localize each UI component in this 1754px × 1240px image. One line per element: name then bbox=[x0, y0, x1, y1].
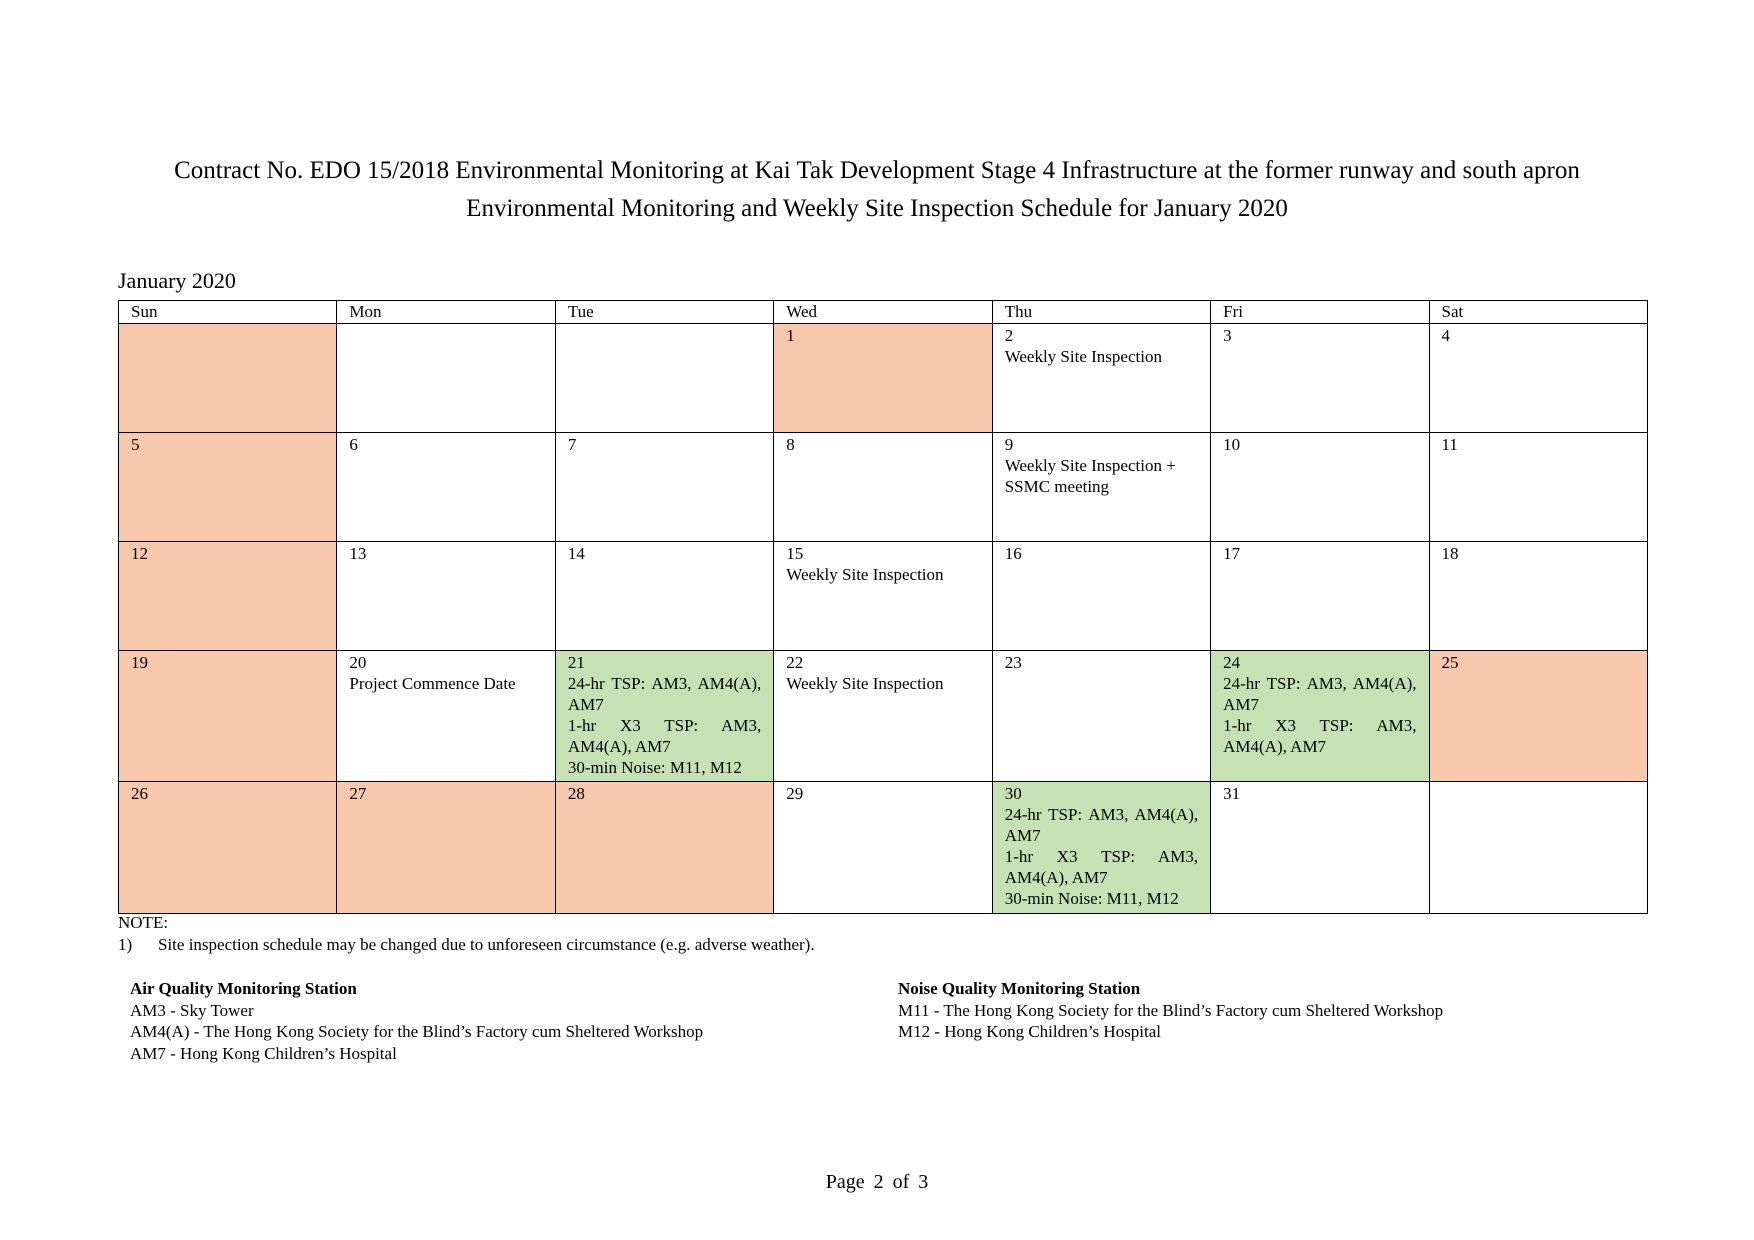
page-current: 2 bbox=[873, 1171, 884, 1193]
calendar-week-row bbox=[119, 651, 1648, 782]
day-number: 23 bbox=[1004, 653, 1022, 672]
calendar-day-cell bbox=[1211, 324, 1429, 433]
air-station-item: AM4(A) - The Hong Kong Society for the Blind’s Factory cum Sheltered Workshop bbox=[130, 1022, 704, 1041]
calendar-day-cell bbox=[555, 782, 773, 914]
calendar-event: Project Commence Date bbox=[349, 674, 516, 693]
weekday-header: Mon bbox=[337, 301, 555, 324]
day-number: 8 bbox=[786, 435, 795, 454]
page-total: 3 bbox=[918, 1171, 929, 1193]
calendar-day-cell bbox=[1429, 651, 1647, 782]
noise-station-item: M11 - The Hong Kong Society for the Blind’s Factory cum Sheltered Workshop bbox=[898, 1000, 1444, 1020]
day-number: 7 bbox=[567, 435, 577, 454]
day-number: 24 bbox=[1223, 653, 1241, 672]
note-text: Site inspection schedule may be changed due to unforeseen circumstance (e.g. adverse weather). bbox=[158, 935, 815, 954]
calendar-event: Weekly Site Inspection bbox=[1004, 347, 1162, 366]
page-of-label: of bbox=[892, 1171, 910, 1193]
day-number: 12 bbox=[131, 544, 148, 563]
day-number: 14 bbox=[567, 544, 585, 563]
calendar-week-row bbox=[119, 542, 1648, 651]
calendar-event: 1-hr X3 TSP: AM3, AM4(A), AM7 bbox=[1004, 847, 1199, 887]
calendar-event: 24-hr TSP: AM3, AM4(A), AM7 bbox=[1004, 805, 1199, 845]
calendar-event: 1-hr X3 TSP: AM3, AM4(A), AM7 bbox=[1223, 716, 1417, 756]
calendar-day-cell bbox=[119, 782, 337, 914]
document-title bbox=[0, 152, 1754, 228]
day-number: 30 bbox=[1004, 784, 1022, 803]
calendar-event: 24-hr TSP: AM3, AM4(A), AM7 bbox=[1223, 674, 1417, 714]
day-number: 6 bbox=[349, 435, 358, 454]
calendar-day-cell bbox=[337, 782, 555, 914]
day-number: 19 bbox=[131, 653, 148, 672]
calendar-day-cell bbox=[1429, 782, 1647, 914]
day-number: 27 bbox=[349, 784, 367, 803]
calendar-day-cell bbox=[774, 651, 992, 782]
calendar-day-cell bbox=[119, 324, 337, 433]
air-station-item: AM7 - Hong Kong Children’s Hospital bbox=[130, 1043, 397, 1063]
calendar-day-cell bbox=[337, 433, 555, 542]
calendar-event: Weekly Site Inspection bbox=[786, 674, 944, 693]
day-number: 10 bbox=[1223, 435, 1241, 454]
calendar-day-cell bbox=[337, 542, 555, 651]
calendar-day-cell bbox=[555, 542, 773, 651]
page-number bbox=[0, 1170, 1754, 1194]
note-item bbox=[118, 934, 815, 955]
weekday-header: Sat bbox=[1429, 301, 1647, 324]
note-number: 1) bbox=[118, 935, 133, 954]
day-number: 9 bbox=[1004, 435, 1014, 454]
day-number: 25 bbox=[1441, 653, 1459, 672]
day-number: 26 bbox=[131, 784, 148, 803]
calendar-week-row bbox=[119, 433, 1648, 542]
weekday-header: Wed bbox=[774, 301, 992, 324]
weekday-header-row bbox=[119, 301, 1648, 324]
calendar-event: 30-min Noise: M11, M12 bbox=[567, 758, 742, 777]
day-number: 16 bbox=[1004, 544, 1022, 563]
calendar-week-row bbox=[119, 782, 1648, 914]
day-number: 29 bbox=[786, 784, 804, 803]
day-number: 4 bbox=[1441, 326, 1451, 345]
calendar-day-cell bbox=[337, 651, 555, 782]
weekday-header: Tue bbox=[555, 301, 773, 324]
weekday-header: Fri bbox=[1211, 301, 1429, 324]
calendar-table bbox=[118, 300, 1648, 914]
calendar-event: Weekly Site Inspection + bbox=[1004, 456, 1176, 475]
day-number: 15 bbox=[786, 544, 804, 563]
air-station-item: AM3 - Sky Tower bbox=[130, 1000, 254, 1020]
calendar-day-cell bbox=[774, 542, 992, 651]
day-number: 22 bbox=[786, 653, 804, 672]
day-number: 18 bbox=[1441, 544, 1459, 563]
calendar-day-cell bbox=[1211, 542, 1429, 651]
calendar-day-cell bbox=[992, 324, 1210, 433]
calendar-day-cell bbox=[1211, 782, 1429, 914]
weekday-header: Sun bbox=[119, 301, 337, 324]
day-number: 2 bbox=[1004, 326, 1014, 345]
calendar-day-cell bbox=[992, 542, 1210, 651]
calendar-day-cell bbox=[774, 433, 992, 542]
day-number: 28 bbox=[567, 784, 585, 803]
calendar-day-cell bbox=[774, 782, 992, 914]
day-number: 13 bbox=[349, 544, 367, 563]
day-number: 31 bbox=[1223, 784, 1241, 803]
calendar-day-cell bbox=[337, 324, 555, 433]
calendar-day-cell bbox=[555, 324, 773, 433]
calendar-day-cell bbox=[1211, 651, 1429, 782]
title-line-2: Environmental Monitoring and Weekly Site Inspection Schedule for January 2020 bbox=[466, 195, 1288, 222]
calendar-day-cell bbox=[1429, 542, 1647, 651]
calendar-day-cell bbox=[119, 651, 337, 782]
day-number: 21 bbox=[567, 653, 585, 672]
page-label: Page bbox=[825, 1171, 865, 1193]
calendar-day-cell bbox=[992, 651, 1210, 782]
calendar-day-cell bbox=[555, 433, 773, 542]
calendar-caption: January 2020 bbox=[118, 268, 236, 293]
calendar-day-cell bbox=[119, 542, 337, 651]
calendar-day-cell bbox=[992, 433, 1210, 542]
noise-station-heading: Noise Quality Monitoring Station bbox=[898, 979, 1141, 998]
calendar-event: 24-hr TSP: AM3, AM4(A), AM7 bbox=[567, 674, 762, 714]
day-number: 1 bbox=[786, 326, 795, 345]
calendar-event: 1-hr X3 TSP: AM3, AM4(A), AM7 bbox=[567, 716, 762, 756]
day-number: 3 bbox=[1223, 326, 1232, 345]
calendar-event: SSMC meeting bbox=[1004, 477, 1110, 496]
day-number: 5 bbox=[131, 435, 140, 454]
note-heading: NOTE: bbox=[118, 913, 169, 932]
calendar-day-cell bbox=[555, 651, 773, 782]
day-number: 11 bbox=[1441, 435, 1458, 454]
weekday-header: Thu bbox=[992, 301, 1210, 324]
calendar-event: 30-min Noise: M11, M12 bbox=[1004, 889, 1179, 908]
calendar-day-cell bbox=[1429, 324, 1647, 433]
air-station-legend bbox=[130, 978, 703, 1064]
title-line-1: Contract No. EDO 15/2018 Environmental Monitoring at Kai Tak Development Stage 4 Infrastructure at the former runway and south apron bbox=[174, 157, 1580, 184]
noise-station-legend bbox=[898, 978, 1443, 1043]
calendar-event: Weekly Site Inspection bbox=[786, 565, 944, 584]
calendar-day-cell bbox=[992, 782, 1210, 914]
calendar-week-row bbox=[119, 324, 1648, 433]
calendar-day-cell bbox=[774, 324, 992, 433]
day-number: 20 bbox=[349, 653, 367, 672]
calendar-day-cell bbox=[1429, 433, 1647, 542]
calendar-day-cell bbox=[1211, 433, 1429, 542]
calendar-day-cell bbox=[119, 433, 337, 542]
noise-station-item: M12 - Hong Kong Children’s Hospital bbox=[898, 1022, 1162, 1041]
air-station-heading: Air Quality Monitoring Station bbox=[130, 979, 357, 998]
day-number: 17 bbox=[1223, 544, 1241, 563]
